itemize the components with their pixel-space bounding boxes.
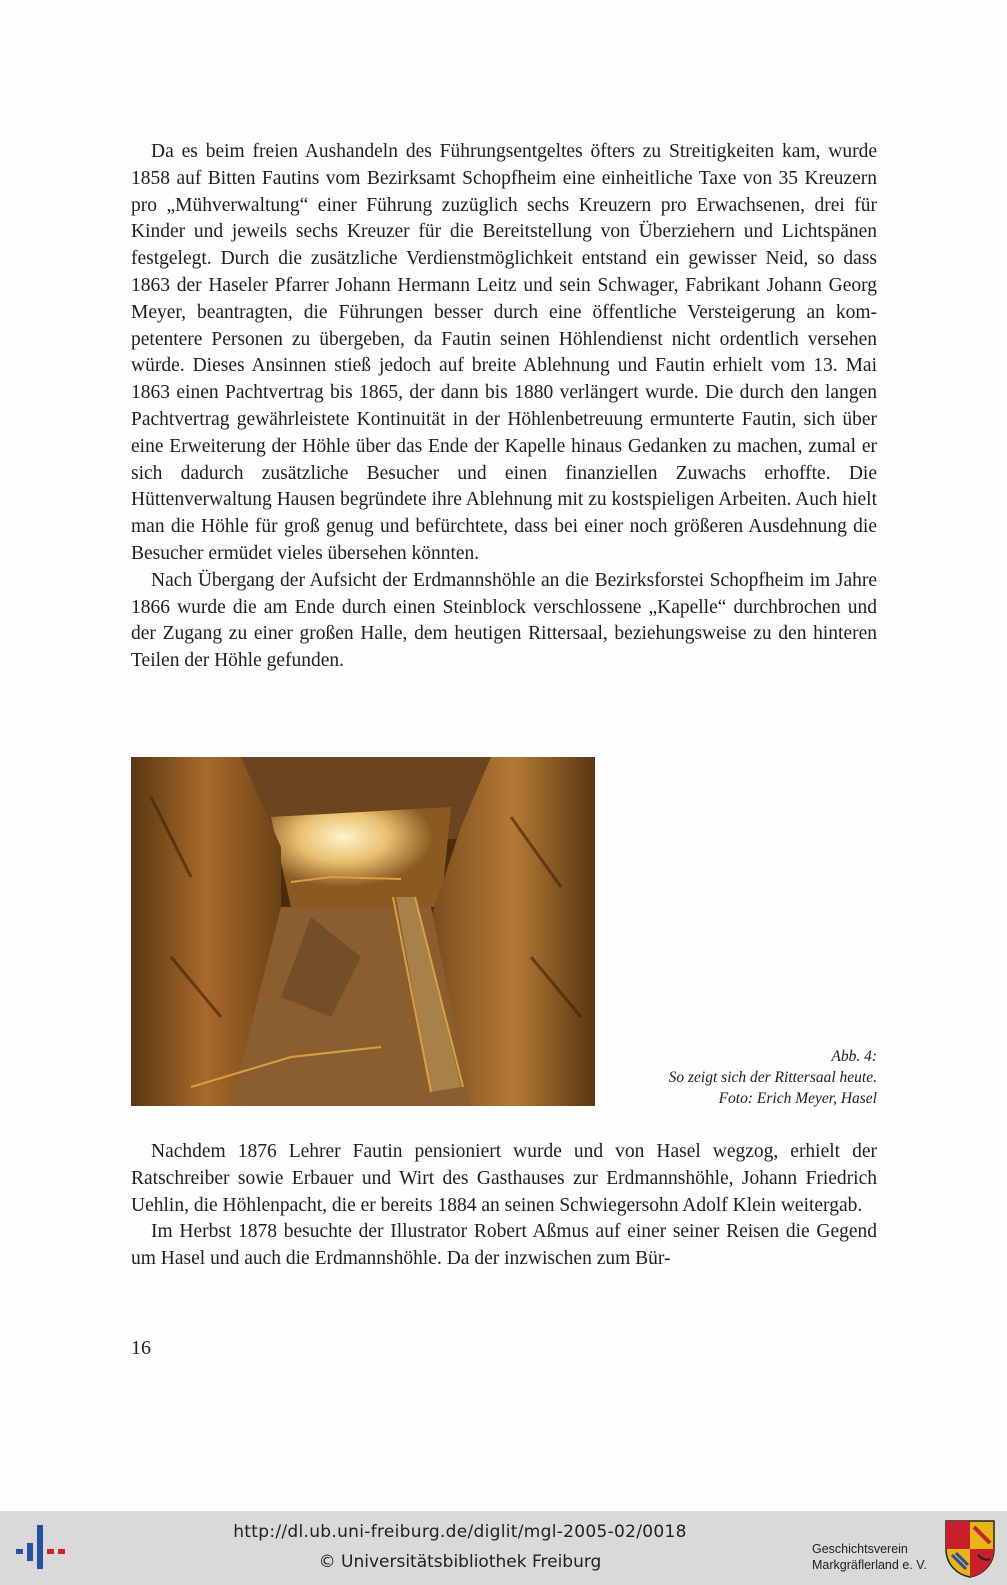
society-name — [812, 1541, 932, 1573]
society-name-line1: Geschichtsverein — [812, 1542, 908, 1556]
footer-copyright: © Universitätsbibliothek Freiburg — [318, 1552, 602, 1572]
paragraph: Im Herbst 1878 besuchte der Illustrator Robert Aßmus auf einer seiner Reisen die Gegend um Hasel und auch die Erdmannshöhle. Da der inzwischen zum Bür- — [131, 1221, 877, 1270]
paragraph: Da es beim freien Aushandeln des Führungsentgeltes öfters zu Streitigkeiten kam, wurde 1858 auf Bitten Fautins vom Bezirksamt Schopfheim eine einheitliche Taxe von 35 Kreuzern pro „Mühverwaltung“ einer Führung zuzüglich sechs Kreuzern pro Erwachsenen, drei für Kinder und jeweils sechs Kreuzer für die Bereitstellung von Überziehern und Lichtspänen festgelegt. Durch die zusätzliche Verdienstmöglichkeit entstand ein gewisser Neid, so dass 1863 der Haseler Pfarrer Johann Hermann Leitz und sein Schwager, Fabrikant Johann Georg Meyer, beantragten, die Führungen besser durch eine öffentliche Versteigerung an kompetentere Personen zu übergeben, da Fautin seinen Höhlendienst nicht ordentlich versehen würde. Dieses Ansinnen stieß jedoch auf breite Ablehnung und Fautin erhielt vom 13. Mai 1863 einen Pachtvertrag bis 1865, der dann bis 1880 verlängert wurde. Die durch den langen Pachtvertrag gewährleistete Kontinuität in der Höhlenbetreuung ermunterte Fautin, sich über eine Erweiterung der Höhle über das Ende der Kapelle hinaus Gedanken zu machen, zumal er sich dadurch zusätzliche Besucher und einen finanziellen Zuwachs erhoffte. Die Hüttenverwaltung Hausen begründete ihre Ablehnung mit zu kostspieligen Arbeiten. Auch hielt man die Höhle für groß genug und befürchtete, dass bei einer noch größeren Ausdehnung die Besucher ermüdet vieles übersehen könnten. — [131, 141, 877, 564]
caption-credit: Foto: Erich Meyer, Hasel — [718, 1090, 877, 1107]
body-text-bottom — [131, 1139, 877, 1273]
coat-of-arms-icon — [944, 1519, 996, 1579]
footer-url-link[interactable]: http://dl.ub.uni-freiburg.de/diglit/mgl-2005-02/0018 — [233, 1522, 687, 1542]
page-number: 16 — [131, 1337, 151, 1359]
paragraph: Nachdem 1876 Lehrer Fautin pensioniert wurde und von Hasel wegzog, erhielt der Ratschreiber sowie Erbauer und Wirt des Gasthauses zur Erdmannshöhle, Johann Friedrich Uehlin, die Höhlenpacht, die er bereits 1884 an seinen Schwiegersohn Adolf Klein weitergab. — [131, 1141, 877, 1216]
cave-photo-rittersaal — [131, 757, 595, 1106]
caption-label: Abb. 4: — [831, 1048, 877, 1065]
footer-bar — [0, 1511, 1007, 1585]
paragraph: Nach Übergang der Aufsicht der Erdmannshöhle an die Bezirksforstei Schopfheim im Jahre 1866 wurde die am Ende durch einen Steinblock verschlossene „Kapelle“ durchbrochen und der Zugang zu einer großen Halle, dem heutigen Rittersaal, beziehungsweise zu den hinteren Teilen der Höhle gefunden. — [131, 569, 877, 672]
ub-freiburg-logo-icon — [16, 1521, 66, 1573]
figure-caption — [577, 1046, 877, 1109]
body-text-top — [131, 139, 877, 675]
society-name-line2: Markgräflerland e. V. — [812, 1558, 927, 1572]
caption-description: So zeigt sich der Rittersaal heute. — [668, 1069, 877, 1086]
